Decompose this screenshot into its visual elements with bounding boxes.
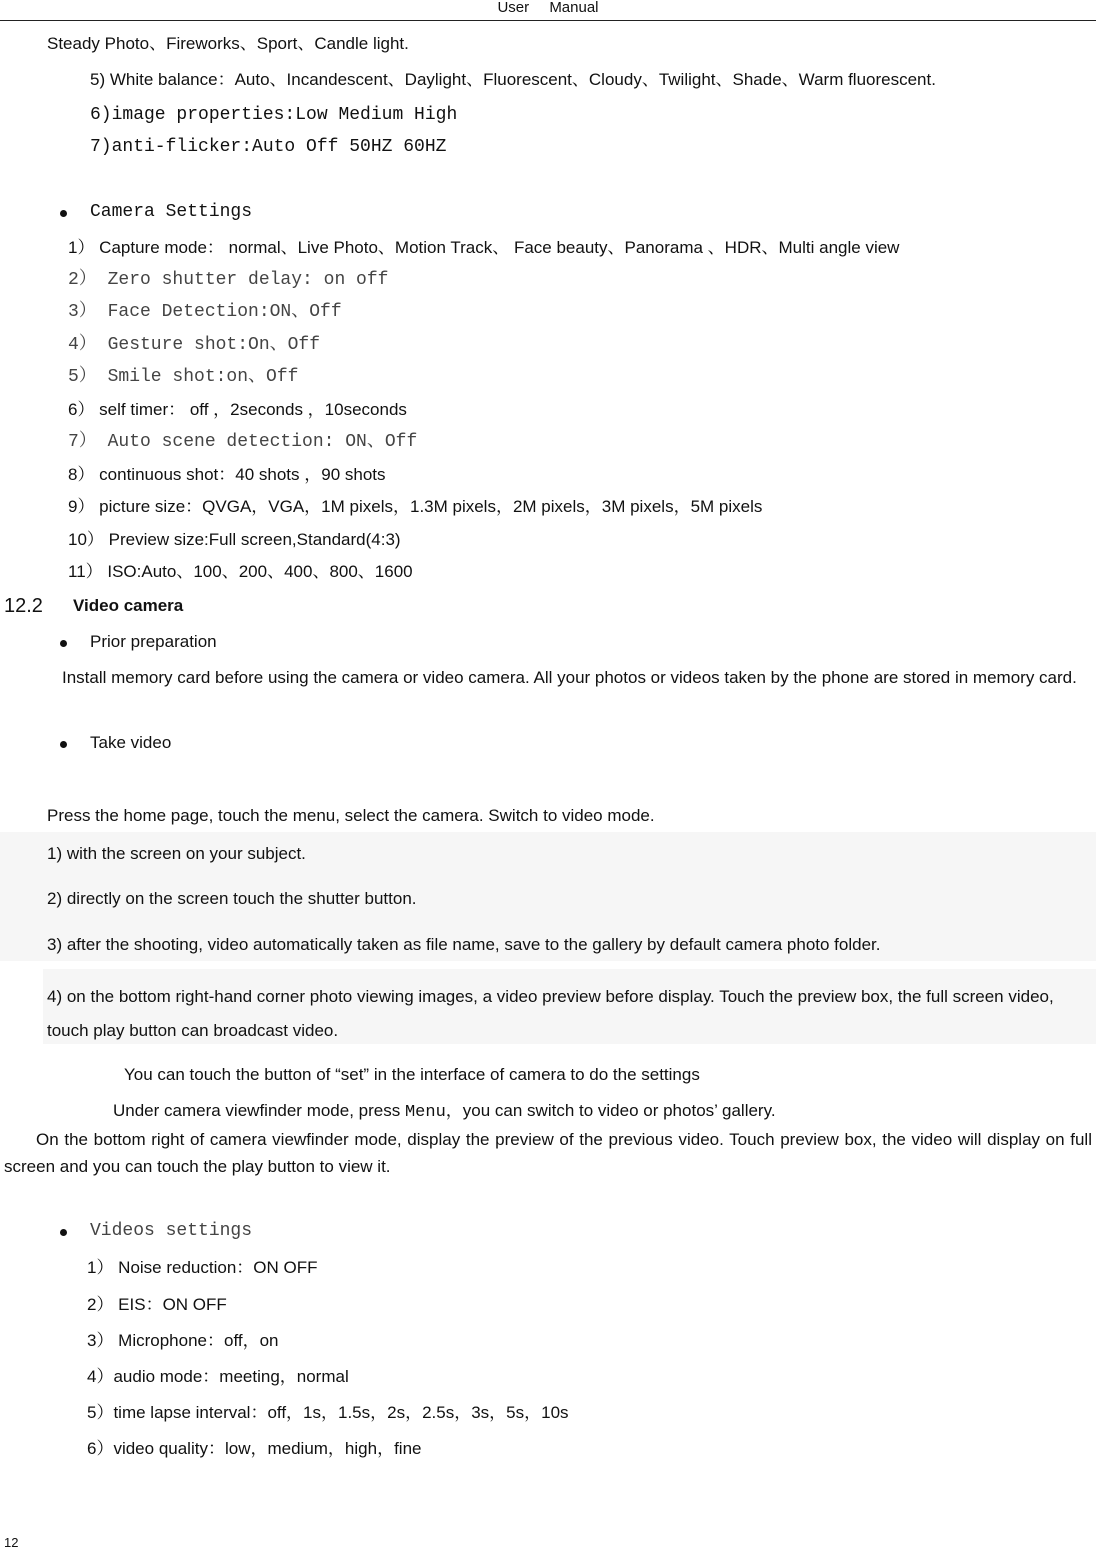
take-video-step: 4) on the bottom right-hand corner photo viewing images, a video preview before display. Touch the preview box, the full screen video, touch play button can broadcast video.	[47, 987, 1054, 1040]
bullet-icon	[60, 640, 67, 647]
camera-setting-item: 1） Capture mode： normal、Live Photo、Motion Track、 Face beauty、Panorama 、HDR、Multi angle view	[68, 238, 900, 257]
white-balance-line: 5) White balance：Auto、Incandescent、Daylight、Fluorescent、Cloudy、Twilight、Shade、Warm fluorescent.	[90, 70, 936, 89]
menu-note-b: ，you can switch to video or photos’ gallery.	[445, 1101, 776, 1120]
camera-setting-item: 3） Face Detection:ON、Off	[68, 302, 342, 322]
video-setting-item: 5）time lapse interval：off，1s，1.5s，2s，2.5s，3s，5s，10s	[87, 1403, 569, 1422]
set-note: You can touch the button of “set” in the interface of camera to do the settings	[124, 1065, 700, 1084]
video-setting-item: 1） Noise reduction：ON OFF	[87, 1258, 318, 1277]
video-setting-item: 6）video quality：low，medium，high，fine	[87, 1439, 422, 1458]
menu-note-a: Under camera viewfinder mode, press	[113, 1101, 405, 1120]
section-number: 12.2	[4, 595, 43, 617]
prior-preparation-text: Install memory card before using the camera or video camera. All your photos or videos taken by the phone are stored in memory card.	[62, 668, 1077, 687]
header-right: Manual	[549, 0, 599, 16]
camera-setting-item: 2） Zero shutter delay: on off	[68, 270, 389, 290]
bullet-icon	[60, 210, 67, 217]
bullet-icon	[60, 1229, 67, 1236]
anti-flicker-line: 7)anti-flicker:Auto Off 50HZ 60HZ	[90, 137, 447, 157]
take-video-step: 2) directly on the screen touch the shutter button.	[47, 889, 417, 908]
take-video-step: 3) after the shooting, video automatically taken as file name, save to the gallery by default camera photo folder.	[47, 935, 881, 954]
page-number: 12	[4, 1535, 19, 1550]
videos-settings-title: Videos settings	[90, 1221, 253, 1241]
video-setting-item: 2） EIS：ON OFF	[87, 1295, 227, 1314]
bullet-icon	[60, 741, 67, 748]
scene-modes-line: Steady Photo、Fireworks、Sport、Candle light.	[47, 34, 409, 53]
section-title: Video camera	[73, 596, 184, 615]
take-video-title: Take video	[90, 733, 172, 752]
menu-key: Menu	[404, 1103, 446, 1122]
camera-setting-item: 10） Preview size:Full screen,Standard(4:3)	[68, 530, 401, 549]
video-setting-item: 3） Microphone：off，on	[87, 1331, 279, 1350]
take-video-intro: Press the home page, touch the menu, select the camera. Switch to video mode.	[47, 806, 655, 825]
preview-note: On the bottom right of camera viewfinder mode, display the preview of the previous video. Touch preview box, the video will display on full screen and you can touch the play button to view it.	[4, 1130, 1092, 1176]
image-properties-line: 6)image properties:Low Medium High	[90, 105, 458, 125]
menu-note	[113, 1101, 776, 1123]
camera-setting-item: 8） continuous shot：40 shots ，90 shots	[68, 465, 386, 484]
header-left: User	[497, 0, 530, 16]
take-video-step: 1) with the screen on your subject.	[47, 844, 306, 863]
camera-setting-item: 5） Smile shot:on、Off	[68, 367, 299, 387]
camera-setting-item: 9） picture size：QVGA，VGA，1M pixels，1.3M pixels，2M pixels，3M pixels，5M pixels	[68, 497, 763, 516]
camera-setting-item: 4） Gesture shot:On、Off	[68, 335, 321, 355]
camera-setting-item: 7） Auto scene detection: ON、Off	[68, 432, 418, 452]
page-header	[0, 0, 1096, 21]
video-setting-item: 4）audio mode：meeting，normal	[87, 1367, 349, 1386]
camera-settings-title: Camera Settings	[90, 202, 253, 222]
camera-setting-item: 6） self timer： off ，2seconds ，10seconds	[68, 400, 407, 419]
prior-preparation-title: Prior preparation	[90, 632, 217, 651]
camera-setting-item: 11） ISO:Auto、100、200、400、800、1600	[68, 562, 413, 581]
